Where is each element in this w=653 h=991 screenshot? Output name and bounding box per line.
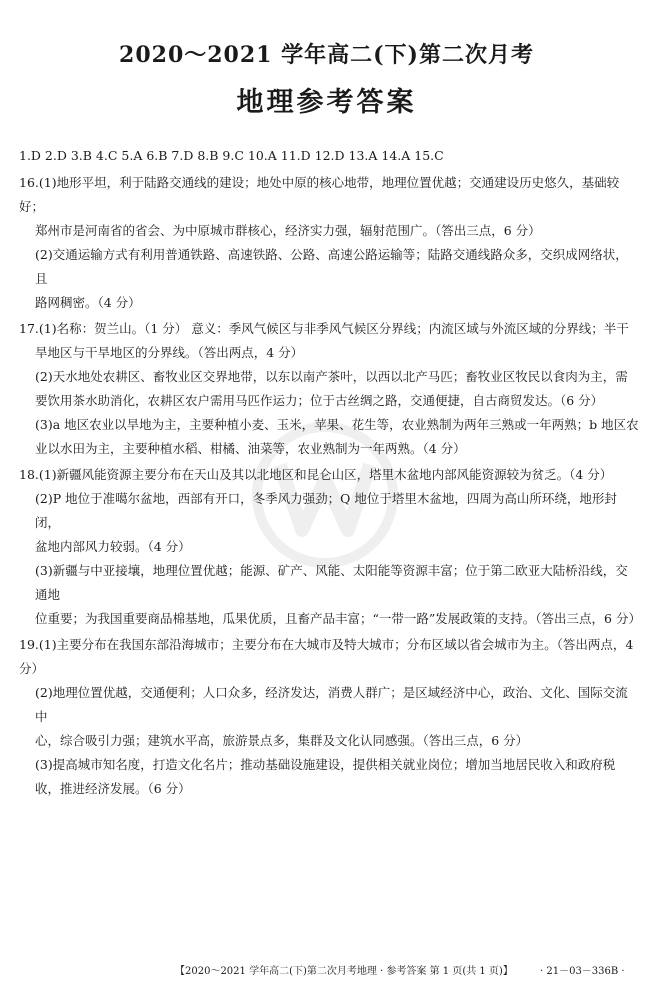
q17-part3-line1: (3)a 地区农业以旱地为主，主要种植小麦、玉米，苹果、花生等，农业熟制为两年三熟或一年两熟；b 地区农: [35, 417, 639, 432]
document-subtitle: 地理参考答案: [236, 87, 417, 118]
q18-part2-line1: (2)P 地位于准噶尔盆地，西部有开口，冬季风力强劲；Q 地位于塔里木盆地，四周为高山所环绕，地形封闭，: [35, 491, 617, 530]
document-code: · 21－03－336B ·: [540, 966, 625, 977]
page-footer: 【2020～2021 学年高二(下)第二次月考地理 · 参考答案 第 1 页(共 1 页)】: [175, 966, 513, 977]
document-title: 2020～2021 学年高二(下)第二次月考: [119, 42, 534, 68]
q19-part3-line2: 收，推进经济发展。（6 分）: [35, 781, 191, 796]
q17-part2-line2: 要饮用茶水助消化，农耕区农户需用马匹作运力；位于古丝绸之路，交通便捷，自古商贸发达。（6 分）: [35, 393, 604, 408]
question-17: [19, 317, 639, 461]
q16-part1-line1: 16.(1)地形平坦，利于陆路交通线的建设；地处中原的核心地带，地理位置优越；交通建设历史悠久，基础较好；: [19, 175, 620, 214]
q17-part1-line2: 旱地区与干旱地区的分界线。（答出两点，4 分）: [35, 345, 304, 360]
question-18: [19, 463, 639, 631]
q18-part1-line1: 18.(1)新疆风能资源主要分布在天山及其以北地区和昆仑山区，塔里木盆地内部风能资源较为贫乏。（4 分）: [19, 467, 613, 482]
q17-part1-line1: 17.(1)名称：贺兰山。（1 分） 意义：季风气候区与非季风气候区分界线；内流区域与外流区域的分界线；半干: [19, 321, 629, 336]
answer-content: [19, 171, 639, 803]
q19-part3-line1: (3)提高城市知名度，打造文化名片；推动基础设施建设，提供相关就业岗位；增加当地居民收入和政府税: [35, 757, 616, 772]
question-16: [19, 171, 639, 315]
q19-part2-line1: (2)地理位置优越，交通便利；人口众多，经济发达，消费人群广；是区域经济中心，政治、文化、国际交流中: [35, 685, 628, 724]
q19-part2-line2: 心，综合吸引力强；建筑水平高，旅游景点多，集群及文化认同感强。（答出三点，6 分）: [35, 733, 529, 748]
q16-part2-line2: 路网稠密。（4 分）: [35, 295, 141, 310]
q19-part1-line1: 19.(1)主要分布在我国东部沿海城市；主要分布在大城市及特大城市；分布区域以省会城市为主。（答出两点，4 分）: [19, 637, 634, 676]
q18-part2-line2: 盆地内部风力较弱。（4 分）: [35, 539, 191, 554]
q18-part3-line2: 位重要；为我国重要商品棉基地，瓜果优质，且畜产品丰富；“一带一路”发展政策的支持。（答出三点，6 分）: [35, 611, 641, 626]
q17-part2-line1: (2)天水地处农耕区、畜牧业区交界地带，以东以南产茶叶，以西以北产马匹；畜牧业区牧民以食肉为主，需: [35, 369, 628, 384]
q17-part3-line2: 业以水田为主，主要种植水稻、柑橘、油菜等，农业熟制为一年两熟。（4 分）: [35, 441, 466, 456]
multiple-choice-answers: 1.D 2.D 3.B 4.C 5.A 6.B 7.D 8.B 9.C 10.A 11.D 12.D 13.A 14.A 15.C: [19, 148, 444, 163]
q16-part1-line2: 郑州市是河南省的省会、为中原城市群核心，经济实力强，辐射范围广。（答出三点，6 分）: [35, 223, 541, 238]
q18-part3-line1: (3)新疆与中亚接壤，地理位置优越；能源、矿产、风能、太阳能等资源丰富；位于第二欧亚大陆桥沿线，交通地: [35, 563, 628, 602]
question-19: [19, 633, 639, 801]
q16-part2-line1: (2)交通运输方式有利用普通铁路、高速铁路、公路、高速公路运输等；陆路交通线路众多，交织成网络状，且: [35, 247, 628, 286]
